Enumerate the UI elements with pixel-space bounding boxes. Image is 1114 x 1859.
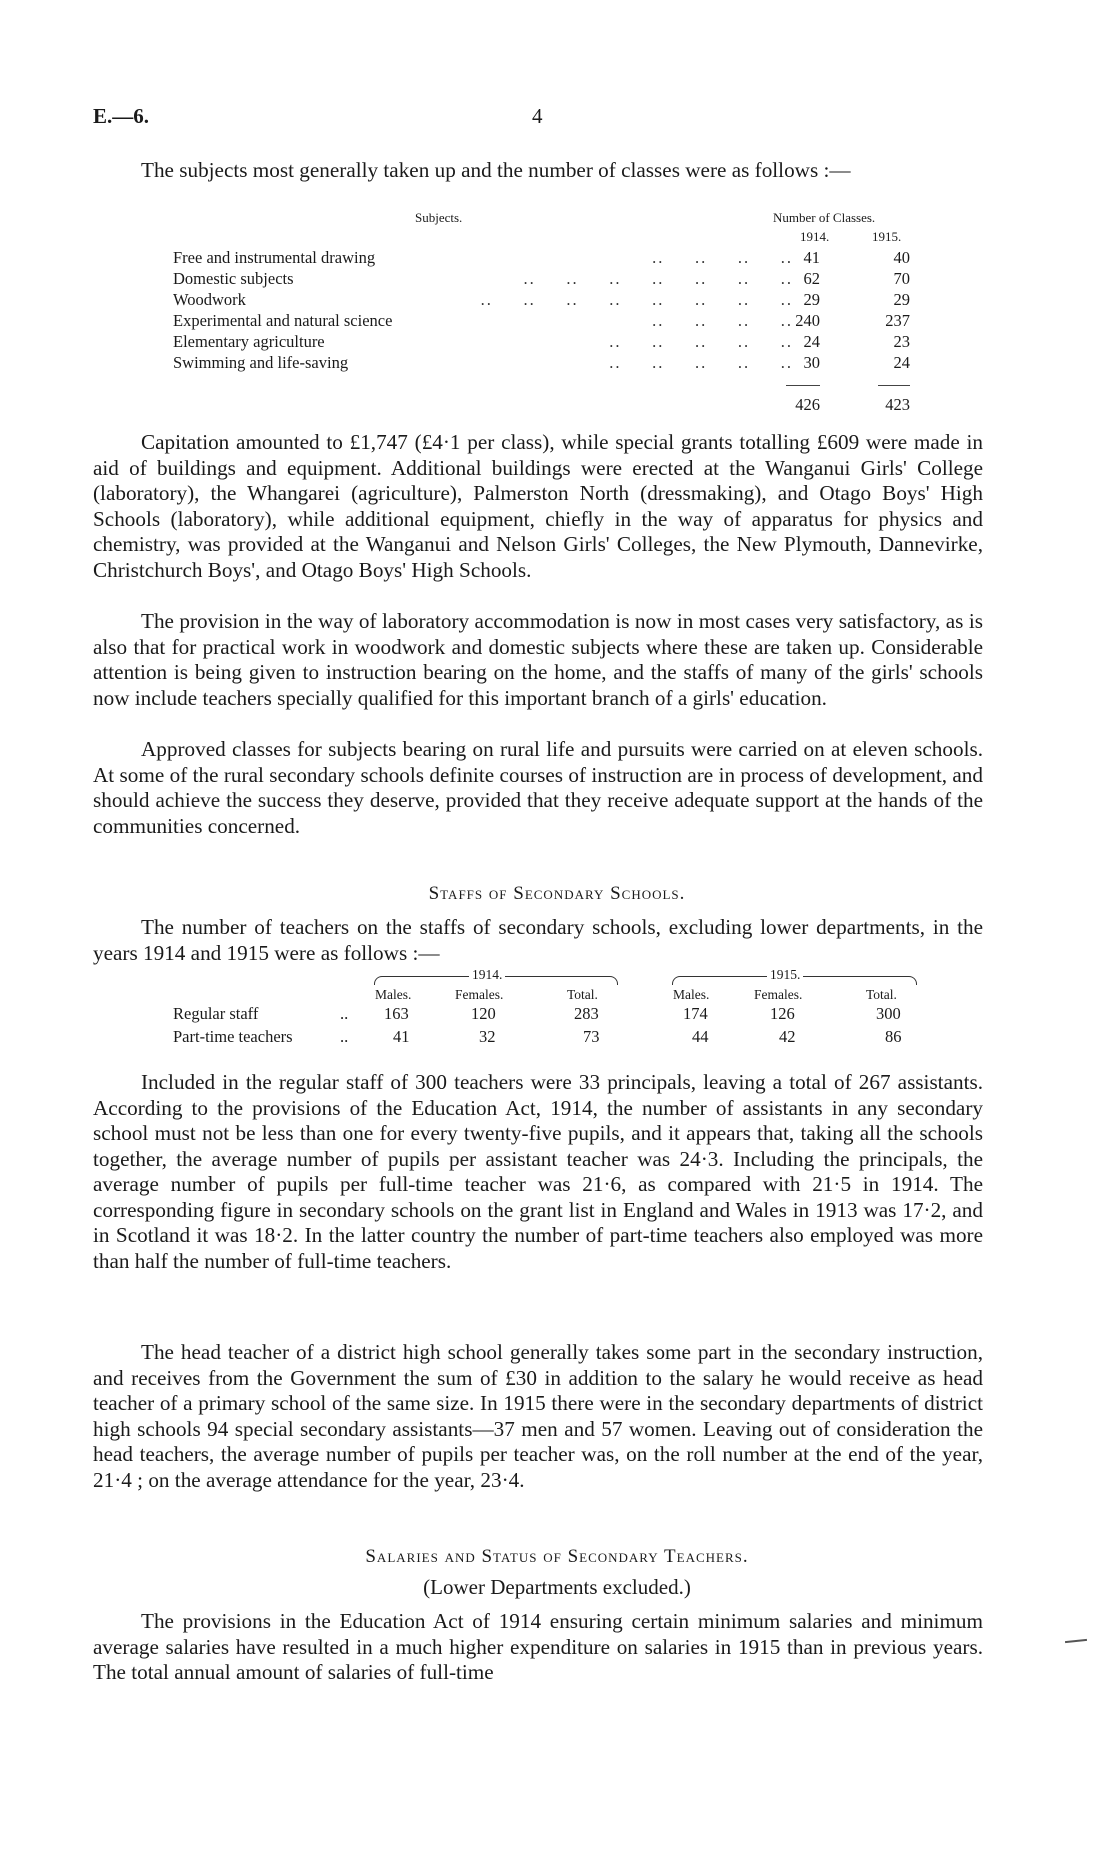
leader-dots: ..	[340, 1004, 349, 1023]
subject-name: Elementary agriculture	[173, 332, 325, 351]
females-1914: 32	[479, 1027, 496, 1046]
subject-name: Free and instrumental drawing	[173, 248, 376, 267]
total-1914: 283	[574, 1004, 599, 1023]
margin-mark	[1065, 1639, 1087, 1643]
females-1915: 126	[770, 1004, 795, 1023]
leader-dots: .. .. .. .. ..	[609, 353, 793, 372]
classes-1914: 240	[795, 311, 820, 330]
total-rule-1915	[878, 385, 910, 386]
classes-1914: 62	[803, 269, 820, 288]
males-header-1914: Males.	[375, 987, 412, 1002]
females-1915: 42	[779, 1027, 796, 1046]
staffs-intro-paragraph: The number of teachers on the staffs of secondary schools, excluding lower departments, in the years 1914 and 1915 were as follows :—	[93, 915, 983, 965]
classes-1914: 24	[803, 332, 820, 351]
subjects-column-header: Subjects.	[415, 210, 463, 225]
males-1914: 41	[393, 1027, 410, 1046]
staff-row-label: Regular staff	[173, 1004, 259, 1023]
provision-paragraph: The provision in the way of laboratory accommodation is now in most cases very satisfactory, as is also that for practical work in woodwork and domestic subjects where these are taken up. Considerable attention is being given to instruction bearing on the home, and the staffs of many of the girls' schools now include teachers specially qualified for this important branch of a girls' education.	[93, 609, 983, 710]
leader-dots: ..	[340, 1027, 349, 1046]
females-header-1914: Females.	[455, 987, 504, 1002]
classes-1914: 29	[803, 290, 820, 309]
males-header-1915: Males.	[673, 987, 710, 1002]
leader-dots: .. .. .. .. .. .. .. ..	[480, 290, 793, 309]
subject-row	[0, 353, 1114, 374]
staffs-heading: Staffs of Secondary Schools.	[428, 883, 686, 904]
subject-name: Experimental and natural science	[173, 311, 393, 330]
subject-row	[0, 248, 1114, 269]
approved-paragraph: Approved classes for subjects bearing on rural life and pursuits were carried on at eleven schools. At some of the rural secondary schools definite courses of instruction are in process of development, and should achieve the success they deserve, provided that they receive adequate support at the hands of the communities concerned.	[93, 737, 983, 838]
females-1914: 120	[471, 1004, 496, 1023]
provisions-paragraph: The provisions in the Education Act of 1914 ensuring certain minimum salaries and minimum average salaries have resulted in a much higher expenditure on salaries in 1915 than in previous years. The total annual amount of salaries of full-time	[93, 1609, 983, 1684]
subject-row	[0, 311, 1114, 332]
subject-row	[0, 290, 1114, 311]
leader-dots: .. .. .. .. ..	[609, 332, 793, 351]
total-1915: 86	[885, 1027, 902, 1046]
classes-1915: 70	[893, 269, 910, 288]
classes-1914: 30	[803, 353, 820, 372]
subject-row	[0, 332, 1114, 353]
classes-1915: 237	[885, 311, 910, 330]
total-header-1914: Total.	[567, 987, 598, 1002]
subject-name: Domestic subjects	[173, 269, 294, 288]
page-number: 4	[532, 104, 543, 128]
classes-1915: 23	[893, 332, 910, 351]
classes-1914: 41	[803, 248, 820, 267]
staff-row-label: Part-time teachers	[173, 1027, 293, 1046]
males-1915: 174	[683, 1004, 708, 1023]
subject-row	[0, 269, 1114, 290]
subject-name: Swimming and life-saving	[173, 353, 349, 372]
subject-name: Woodwork	[173, 290, 246, 309]
year-1914-label: 1914.	[469, 967, 505, 983]
number-of-classes-header: Number of Classes.	[773, 210, 876, 225]
classes-1915: 40	[893, 248, 910, 267]
total-1915: 423	[885, 395, 910, 414]
classes-1915: 29	[893, 290, 910, 309]
intro-paragraph: The subjects most generally taken up and the number of classes were as follows :—	[141, 158, 851, 182]
total-rule-1914	[786, 385, 820, 386]
totals-row	[0, 395, 1114, 416]
year-1915-label: 1915.	[767, 967, 803, 983]
total-1914: 426	[795, 395, 820, 414]
capitation-paragraph: Capitation amounted to £1,747 (£4·1 per class), while special grants totalling £609 were made in aid of buildings and equipment. Additional buildings were erected at the Wanganui Girls' College (laboratory), the Whangarei (agriculture), Palmerston North (dressmaking), and Otago Boys' High Schools (laboratory), while additional equipment, chiefly in the way of apparatus for physics and chemistry, was provided at the Wanganui and Nelson Girls' Colleges, the New Plymouth, Dannevirke, Christchurch Boys', and Otago Boys' High Schools.	[93, 430, 983, 582]
classes-1915: 24	[893, 353, 910, 372]
salaries-heading: Salaries and Status of Secondary Teachers.	[365, 1546, 749, 1567]
leader-dots: .. .. .. .. .. .. ..	[523, 269, 793, 288]
males-1915: 44	[692, 1027, 709, 1046]
total-1915: 300	[876, 1004, 901, 1023]
males-1914: 163	[384, 1004, 409, 1023]
year-1914-header: 1914.	[800, 229, 830, 244]
document-id: E.—6.	[93, 104, 150, 128]
total-header-1915: Total.	[866, 987, 897, 1002]
salaries-subheading: (Lower Departments excluded.)	[423, 1575, 691, 1599]
year-1915-header: 1915.	[872, 229, 902, 244]
included-paragraph: Included in the regular staff of 300 teachers were 33 principals, leaving a total of 267 assistants. According to the provisions of the Education Act, 1914, the number of assistants in any secondary school must not be less than one for every twenty-five pupils, and it appears that, taking all the schools together, the average number of pupils per assistant teacher was 24·3. Including the principals, the average number of pupils per full-time teacher was 21·6, as compared with 21·5 in 1914. The corresponding figure in secondary schools on the grant list in England and Wales in 1913 was 17·2, and in Scotland it was 18·2. In the latter country the number of part-time teachers also employed was more than half the number of full-time teachers.	[93, 1070, 983, 1273]
head-teacher-paragraph: The head teacher of a district high school generally takes some part in the secondary instruction, and receives from the Government the sum of £30 in addition to the salary he would receive as head teacher of a primary school of the same size. In 1915 there were in the secondary departments of district high schools 94 special secondary assistants—37 men and 57 women. Leaving out of consideration the head teachers, the average number of pupils per teacher was, on the roll number at the end of the year, 21·4 ; on the average attendance for the year, 23·4.	[93, 1340, 983, 1492]
leader-dots: .. .. .. ..	[652, 311, 793, 330]
females-header-1915: Females.	[754, 987, 803, 1002]
total-1914: 73	[583, 1027, 600, 1046]
leader-dots: .. .. .. ..	[652, 248, 793, 267]
